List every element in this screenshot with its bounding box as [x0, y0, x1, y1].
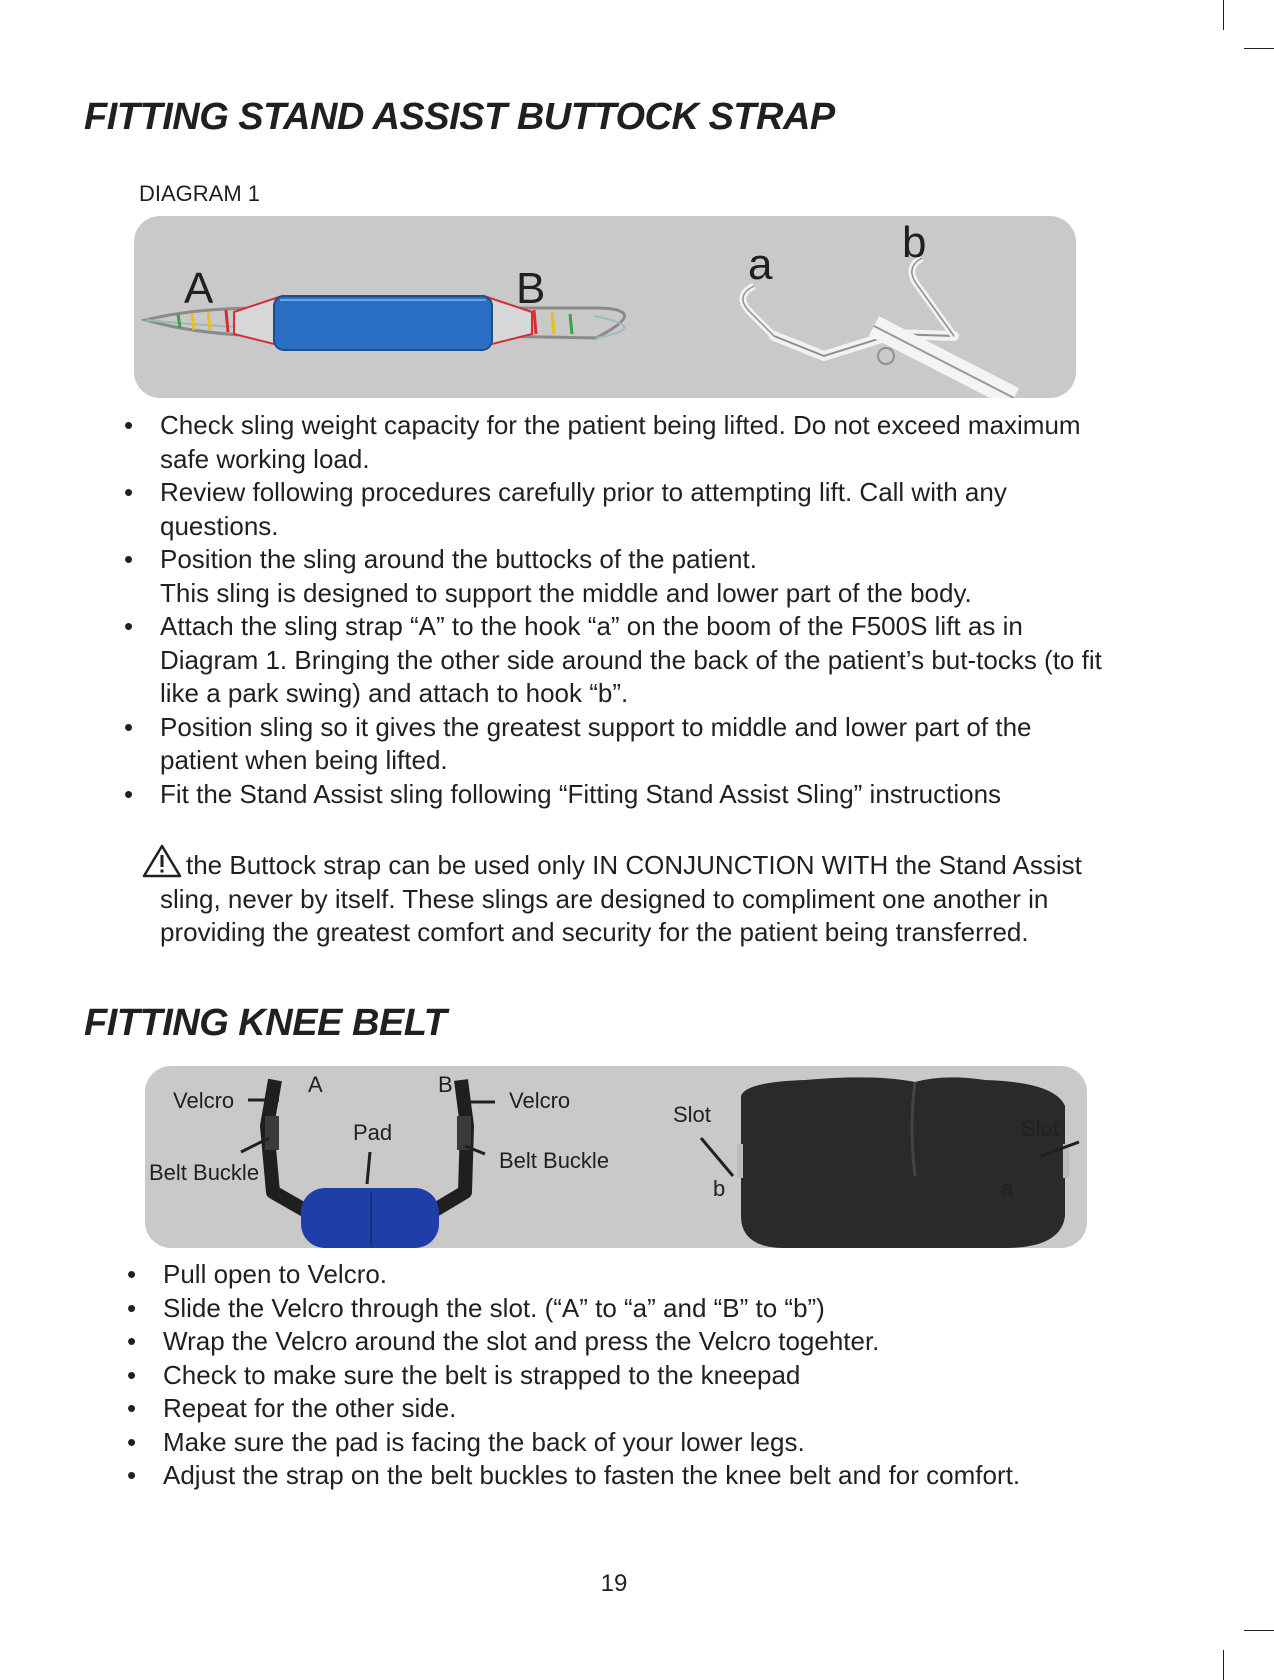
crop-mark-top-vertical	[1223, 0, 1224, 30]
crop-mark-top-horizontal	[1244, 48, 1274, 49]
list-item: • Repeat for the other side.	[127, 1393, 457, 1423]
list-item: • Review following procedures carefully prior to attempting lift. Call with any questions.	[124, 477, 1007, 541]
knee-belt-diagram-panel	[145, 1066, 1087, 1248]
label-belt-buckle-right: Belt Buckle	[499, 1148, 610, 1173]
label-belt-buckle-left: Belt Buckle	[149, 1160, 260, 1185]
sling-and-hooks-illustration	[134, 216, 1076, 398]
page-number: 19	[600, 1570, 628, 1597]
buttock-strap-instructions	[124, 409, 1104, 811]
label-slot-left: Slot	[673, 1102, 711, 1127]
label-pad: Pad	[353, 1120, 393, 1145]
knee-belt-illustration	[145, 1066, 1087, 1248]
sling-label-B: B	[516, 264, 546, 313]
label-A: A	[308, 1072, 323, 1097]
crop-mark-bottom-vertical	[1223, 1650, 1224, 1680]
list-item: • Position the sling around the buttocks of the patient. This sling is designed to support the middle and lower part of the body.	[124, 544, 972, 608]
warning-text: the Buttock strap can be used only IN CONJUNCTION WITH the Stand Assist sling, never by itself. These slings are designed to compliment one another in providing the greatest comfort and security for the patient being transferred.	[160, 850, 1082, 947]
label-b: b	[713, 1176, 726, 1201]
label-slot-right: Slot	[1021, 1116, 1059, 1141]
list-item: • Fit the Stand Assist sling following “Fitting Stand Assist Sling” instructions	[124, 778, 1002, 809]
sling-label-A: A	[184, 264, 214, 313]
list-item: • Pull open to Velcro.	[127, 1259, 388, 1289]
list-item: • Check to make sure the belt is strapped to the kneepad	[127, 1359, 801, 1390]
label-velcro-right: Velcro	[509, 1088, 571, 1113]
diagram-1-panel	[134, 216, 1076, 398]
list-item: • Attach the sling strap “A” to the hook “a” on the boom of the F500S lift as in Diagram 1. Bringing the other side around the back of the patient’s but-tocks (to fit like a park swing) and attach to hook “b”.	[124, 611, 1102, 708]
list-item: • Adjust the strap on the belt buckles to fasten the knee belt and for comfort.	[127, 1460, 1021, 1490]
label-B: B	[438, 1072, 453, 1097]
warning-triangle-icon	[142, 844, 182, 878]
warning-note	[160, 844, 1090, 950]
label-velcro-left: Velcro	[173, 1088, 235, 1113]
knee-belt-instructions	[127, 1258, 1127, 1493]
list-item: • Check sling weight capacity for the patient being lifted. Do not exceed maximum safe working load.	[124, 410, 1081, 474]
section-title-knee-belt: FITTING KNEE BELT	[84, 1002, 447, 1044]
list-item: • Make sure the pad is facing the back of your lower legs.	[127, 1426, 805, 1457]
section-title-buttock-strap: FITTING STAND ASSIST BUTTOCK STRAP	[84, 96, 835, 138]
list-item: • Wrap the Velcro around the slot and press the Velcro togehter.	[127, 1326, 880, 1356]
hook-label-b: b	[902, 218, 927, 267]
hook-label-a: a	[748, 240, 773, 289]
label-a: a	[1001, 1176, 1014, 1201]
crop-mark-bottom-horizontal	[1244, 1630, 1274, 1631]
list-item: • Position sling so it gives the greatest support to middle and lower part of the patient when being lifted.	[124, 711, 1032, 775]
diagram-caption: DIAGRAM 1	[139, 181, 261, 206]
list-item: • Slide the Velcro through the slot. (“A” to “a” and “B” to “b”)	[127, 1292, 825, 1323]
